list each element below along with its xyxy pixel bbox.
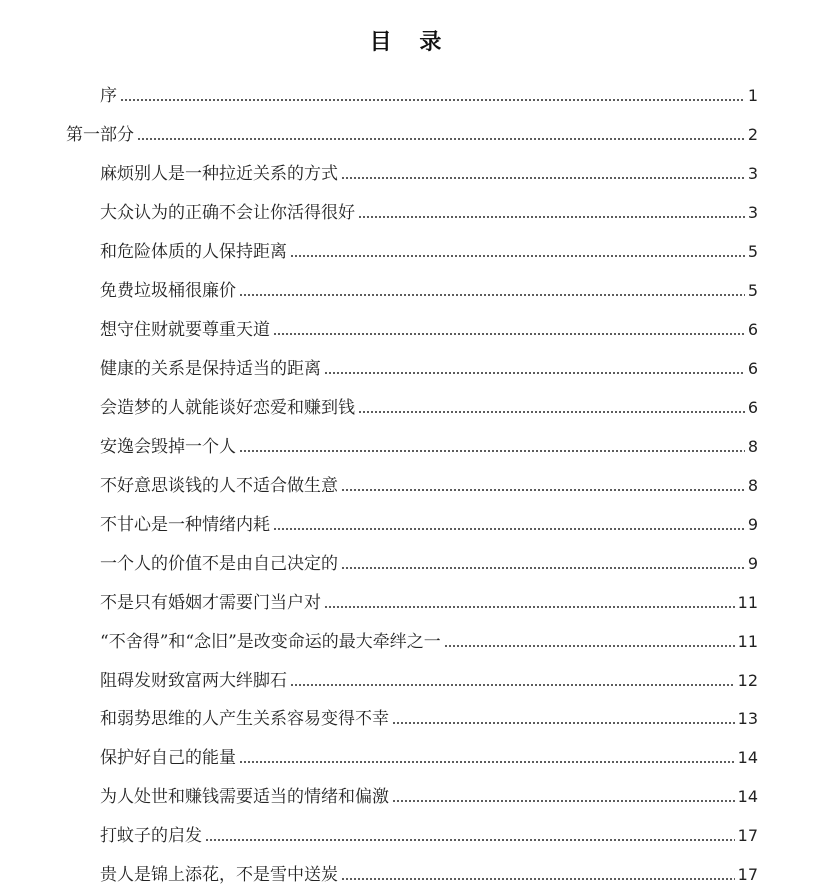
dot-leader	[358, 214, 745, 220]
toc-entry[interactable]	[0, 230, 821, 269]
toc-entry-page: 5	[747, 242, 758, 262]
dot-leader	[341, 565, 745, 571]
dot-leader	[205, 837, 735, 843]
dot-leader	[341, 876, 735, 882]
toc-entry-label: 和危险体质的人保持距离	[100, 242, 287, 263]
toc-entry-label: 阻碍发财致富两大绊脚石	[100, 670, 287, 691]
toc-entry-page: 12	[737, 670, 758, 690]
toc-entry-label: 序	[100, 86, 117, 107]
toc-entry[interactable]	[0, 269, 821, 308]
toc-entry-page: 17	[737, 826, 758, 846]
toc-entry-page: 6	[747, 359, 758, 379]
toc-entry-page: 9	[747, 553, 758, 573]
toc-entry[interactable]	[0, 424, 821, 463]
dot-leader	[290, 682, 735, 688]
toc-entry[interactable]	[0, 775, 821, 814]
dot-leader	[137, 136, 745, 142]
toc-entry-label: 贵人是锦上添花，不是雪中送炭	[100, 865, 338, 886]
toc-entry-label: 不是只有婚姻才需要门当户对	[100, 592, 321, 613]
toc-entry[interactable]	[0, 541, 821, 580]
toc-entry-page: 6	[747, 397, 758, 417]
toc-entry-label: 会造梦的人就能谈好恋爱和赚到钱	[100, 397, 355, 418]
toc-entry-label: 免费垃圾桶很廉价	[100, 281, 236, 302]
toc-entry-label: 保护好自己的能量	[100, 748, 236, 769]
toc-entry[interactable]	[0, 814, 821, 853]
toc-entry-page: 5	[747, 281, 758, 301]
toc-entry[interactable]	[0, 347, 821, 386]
toc-entry-label: 打蚊子的启发	[100, 826, 202, 847]
dot-leader	[392, 798, 735, 804]
dot-leader	[392, 720, 735, 726]
toc-entry[interactable]	[0, 580, 821, 619]
toc-entry-page: 8	[747, 436, 758, 456]
dot-leader	[324, 370, 745, 376]
toc-entry[interactable]	[0, 386, 821, 425]
toc-entry[interactable]	[0, 308, 821, 347]
toc-entry-part-one[interactable]	[0, 113, 821, 152]
toc-title: 目 录	[369, 30, 452, 55]
toc-entry[interactable]	[0, 853, 821, 892]
dot-leader	[120, 97, 745, 103]
dot-leader	[239, 292, 745, 298]
dot-leader	[444, 643, 735, 649]
toc-entry-page: 17	[737, 865, 758, 885]
toc-entry-page: 3	[747, 164, 758, 184]
toc-entry-preface[interactable]	[0, 74, 821, 113]
toc-entry-label: “不舍得”和“念旧”是改变命运的最大牵绊之一	[100, 631, 441, 652]
toc-entry[interactable]	[0, 658, 821, 697]
toc-entry[interactable]	[0, 463, 821, 502]
toc-entry[interactable]	[0, 502, 821, 541]
dot-leader	[273, 331, 745, 337]
toc-entry-label: 安逸会毁掉一个人	[100, 436, 236, 457]
dot-leader	[273, 526, 745, 532]
dot-leader	[239, 448, 745, 454]
toc-entry-label: 第一部分	[66, 125, 134, 146]
toc-entry-page: 8	[747, 475, 758, 495]
toc-entry-page: 6	[747, 320, 758, 340]
toc-entry-page: 11	[737, 631, 758, 651]
table-of-contents	[0, 74, 821, 892]
toc-entry-page: 1	[747, 86, 758, 106]
toc-entry-label: 不好意思谈钱的人不适合做生意	[100, 475, 338, 496]
toc-entry-label: 大众认为的正确不会让你活得很好	[100, 203, 355, 224]
toc-entry[interactable]	[0, 736, 821, 775]
dot-leader	[341, 487, 745, 493]
toc-entry-page: 14	[737, 787, 758, 807]
dot-leader	[324, 604, 735, 610]
dot-leader	[290, 253, 745, 259]
toc-entry-label: 和弱势思维的人产生关系容易变得不幸	[100, 709, 389, 730]
toc-entry-page: 11	[737, 592, 758, 612]
toc-entry-page: 2	[747, 125, 758, 145]
toc-entry-page: 14	[737, 748, 758, 768]
dot-leader	[358, 409, 745, 415]
toc-entry-page: 3	[747, 203, 758, 223]
toc-entry-page: 9	[747, 514, 758, 534]
toc-entry[interactable]	[0, 619, 821, 658]
toc-entry-label: 不甘心是一种情绪内耗	[100, 514, 270, 535]
dot-leader	[341, 175, 745, 181]
dot-leader	[239, 759, 735, 765]
toc-entry-label: 想守住财就要尊重天道	[100, 320, 270, 341]
toc-entry-page: 13	[737, 709, 758, 729]
toc-entry-label: 健康的关系是保持适当的距离	[100, 359, 321, 380]
toc-entry-label: 一个人的价值不是由自己决定的	[100, 553, 338, 574]
toc-entry[interactable]	[0, 191, 821, 230]
toc-entry[interactable]	[0, 152, 821, 191]
toc-entry-label: 为人处世和赚钱需要适当的情绪和偏激	[100, 787, 389, 808]
toc-entry-label: 麻烦别人是一种拉近关系的方式	[100, 164, 338, 185]
toc-entry[interactable]	[0, 697, 821, 736]
